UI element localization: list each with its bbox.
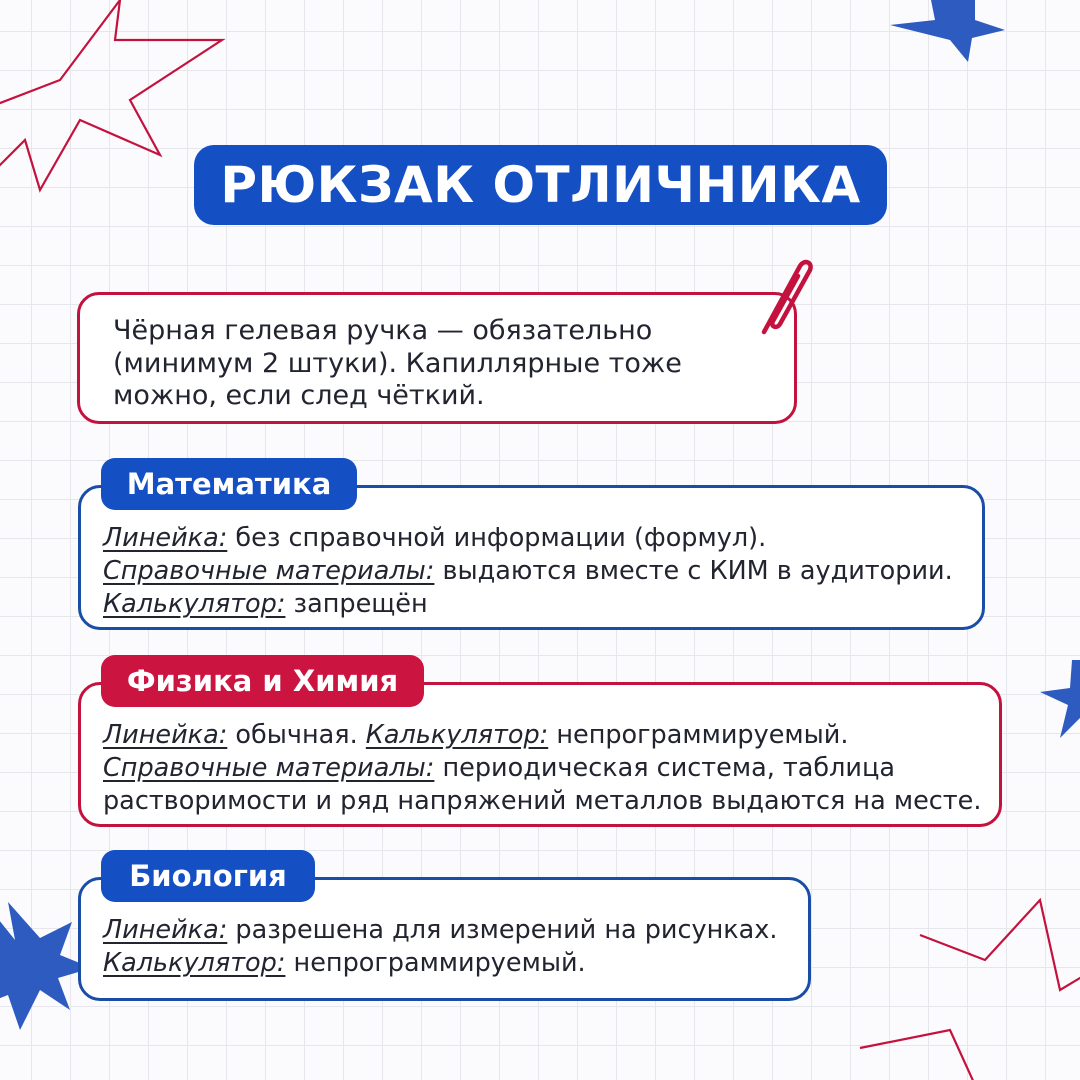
bio-tag: Биология [101, 850, 315, 902]
term: Калькулятор: [103, 948, 286, 978]
physchem-text [103, 719, 981, 818]
list-item [103, 555, 953, 588]
description: непрограммируемый. [548, 720, 849, 750]
term: Линейка: [103, 523, 228, 553]
intro-text [113, 315, 682, 413]
bio-text [103, 914, 778, 980]
list-item: растворимости и ряд напряжений металлов выдаются на месте. [103, 786, 982, 816]
description: разрешена для измерений на рисунках. [227, 915, 778, 945]
description: непрограммируемый. [285, 948, 586, 978]
term: Линейка: [103, 915, 228, 945]
term: Справочные материалы: [103, 556, 435, 586]
physchem-tag: Физика и Химия [101, 655, 424, 707]
term: Калькулятор: [365, 720, 549, 750]
list-item [103, 588, 953, 621]
blue-star-icon [890, 0, 1005, 62]
list-item [103, 522, 953, 555]
math-tag: Математика [101, 458, 357, 510]
description: без справочной информации (формул). [227, 523, 767, 553]
term: Справочные материалы: [103, 753, 435, 783]
paperclip-icon [750, 250, 820, 340]
math-text [103, 522, 953, 621]
term: Калькулятор: [103, 589, 286, 619]
description: выдаются вместе с КИМ в аудитории. [434, 556, 953, 586]
list-item [103, 752, 981, 785]
term: Линейка: [103, 720, 228, 750]
description: запрещён [285, 589, 428, 619]
red-starburst-outline-icon [0, 0, 222, 190]
blue-star-icon [1040, 660, 1080, 738]
list-item [103, 947, 778, 980]
description: периодическая система, таблица [434, 753, 895, 783]
list-item [103, 914, 778, 947]
page-title: РЮКЗАК ОТЛИЧНИКА [194, 145, 887, 225]
list-item [103, 719, 981, 752]
intro-line: Чёрная гелевая ручка — обязательно [113, 315, 653, 346]
intro-card [77, 292, 797, 424]
intro-line: можно, если след чёткий. [113, 380, 485, 411]
red-starburst-outline-icon [860, 900, 1080, 1080]
description: обычная. [227, 720, 366, 750]
intro-line: (минимум 2 штуки). Капиллярные тоже [113, 347, 682, 379]
